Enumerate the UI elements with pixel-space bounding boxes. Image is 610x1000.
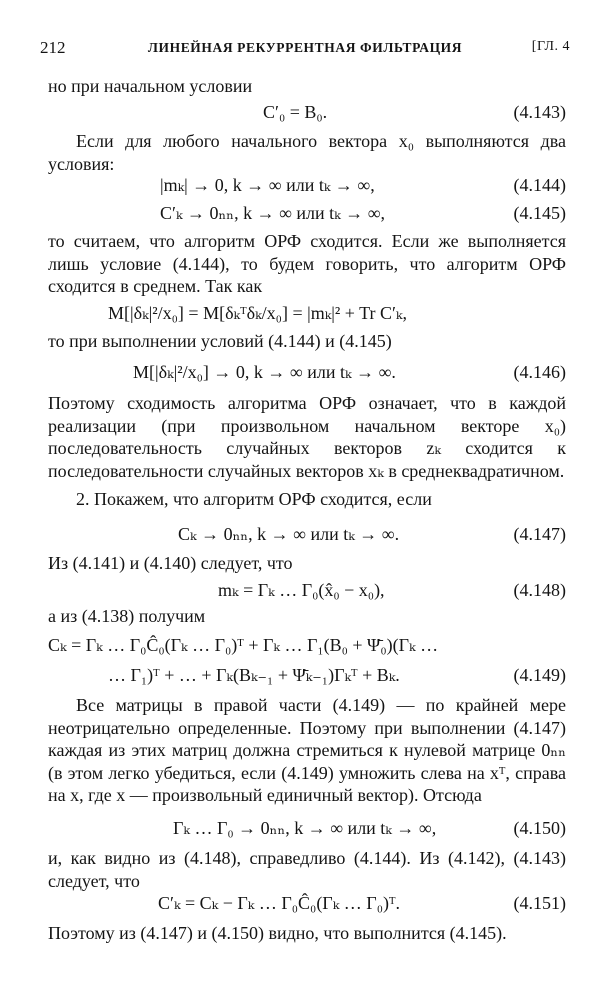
running-header [40, 38, 570, 62]
paragraph: Поэтому из (4.147) и (4.150) видно, что выполнится (4.145). [48, 923, 507, 943]
paragraph: Поэтому сходимость алгоритма ОРФ означает, что в каждой реализации (при произвольном начальном векторе x₀) последовательность случайных векторов zₖ сходится к последовательности случайных векторов xₖ в среднеквадратичном. [48, 393, 566, 481]
equation-formula: C′ₖ → 0ₙₙ, k → ∞ или tₖ → ∞, [160, 203, 386, 223]
equation-formula: Cₖ = Γₖ … Γ₀Ĉ₀(Γₖ … Γ₀)ᵀ + Γₖ … Γ₁(B₀ + Ψ̄₀)(Γₖ … [48, 635, 439, 655]
paragraph: Все матрицы в правой части (4.149) — по крайней мере неотрицательно определенные. Поэтому при выполнении (4.147) каждая из этих матриц должна стремиться к нулевой матрице 0ₙₙ (в этом легко убедиться, если (4.149) умножить слева на xᵀ, справа на x, где x — произвольный единичный вектор). Отсюда [48, 695, 566, 806]
equation-mean-square [48, 298, 566, 328]
paragraph: но при начальном условии [48, 76, 253, 96]
equation-4-148 [48, 575, 566, 605]
paragraph: то считаем, что алгоритм ОРФ сходится. Если же выполняется лишь условие (4.144), то будем говорить, что алгоритм ОРФ сходится в среднем. Так как [48, 231, 566, 297]
equation-4-146 [48, 357, 566, 387]
equation-4-151 [48, 888, 566, 918]
equation-formula: Γₖ … Γ₀ → 0ₙₙ, k → ∞ или tₖ → ∞, [173, 818, 437, 838]
equation-4-149-line1 [48, 630, 566, 660]
paragraph: Из (4.141) и (4.140) следует, что [48, 553, 293, 573]
page-number: 212 [40, 38, 66, 57]
equation-number: (4.147) [513, 524, 566, 544]
equation-formula: M[|δₖ|²/x₀] → 0, k → ∞ или tₖ → ∞. [133, 362, 396, 382]
paragraph: то при выполнении условий (4.144) и (4.145) [48, 331, 392, 351]
equation-formula: Cₖ → 0ₙₙ, k → ∞ или tₖ → ∞. [178, 524, 400, 544]
equation-4-150 [48, 813, 566, 843]
equation-formula: … Γ₁)ᵀ + … + Γₖ(Bₖ₋₁ + Ψ̄ₖ₋₁)Γₖᵀ + Bₖ. [108, 665, 400, 685]
equation-4-143 [48, 97, 566, 127]
equation-number: (4.151) [513, 893, 566, 913]
equation-4-149-line2 [48, 660, 566, 690]
equation-number: (4.148) [513, 580, 566, 600]
equation-number: (4.144) [513, 175, 566, 195]
running-title: ЛИНЕЙНАЯ РЕКУРРЕНТНАЯ ФИЛЬТРАЦИЯ [147, 40, 463, 55]
equation-number: (4.150) [513, 818, 566, 838]
equation-formula: C′ₖ = Cₖ − Γₖ … Γ₀Ĉ₀(Γₖ … Γ₀)ᵀ. [158, 893, 400, 913]
equation-formula: mₖ = Γₖ … Γ₀(x̂₀ − x₀), [218, 580, 385, 600]
equation-number: (4.146) [513, 362, 566, 382]
paragraph: а из (4.138) получим [48, 606, 206, 626]
paragraph: Если для любого начального вектора x₀ выполняются два условия: [48, 131, 566, 174]
equation-formula: |mₖ| → 0, k → ∞ или tₖ → ∞, [160, 175, 375, 195]
equation-number: (4.149) [513, 665, 566, 685]
paragraph: 2. Покажем, что алгоритм ОРФ сходится, если [76, 489, 432, 509]
equation-number: (4.143) [513, 102, 566, 122]
equation-formula: M[|δₖ|²/x₀] = M[δₖᵀδₖ/x₀] = |mₖ|² + Tr C′ₖ, [108, 303, 407, 323]
chapter-label: [ГЛ. 4 [531, 39, 570, 54]
equation-number: (4.145) [513, 203, 566, 223]
equation-4-147 [48, 519, 566, 549]
equation-4-144 [48, 170, 566, 200]
paragraph: и, как видно из (4.148), справедливо (4.144). Из (4.142), (4.143) следует, что [48, 848, 566, 891]
equation-formula: C′₀ = B₀. [263, 102, 328, 122]
equation-4-145 [48, 198, 566, 228]
